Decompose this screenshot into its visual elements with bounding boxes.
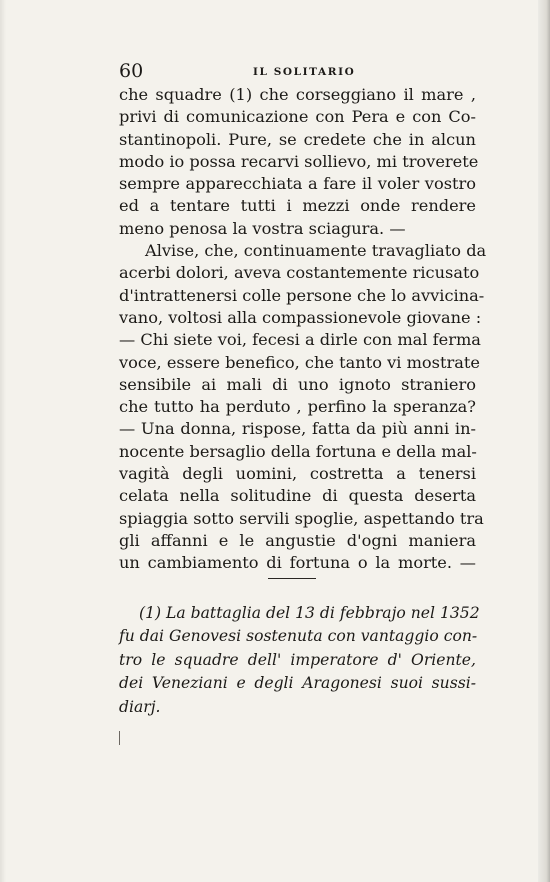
divider-rule [268,578,316,579]
footnote [119,602,480,719]
text-line: vano, voltosi alla compassionevole giovane : [119,307,482,327]
footnote-line: dei Veneziani e degli Aragonesi suoi sussi- [119,674,476,693]
running-title: IL SOLITARIO [253,66,356,78]
page-edge-shadow [538,0,550,882]
main-text [119,84,487,575]
text-line: modo io possa recarvi sollievo, mi troverete [119,151,479,171]
text-line: spiaggia sotto servili spoglie, aspettando tra [119,508,484,528]
footnote-divider [268,578,316,584]
text-line: sempre apparecchiata a fare il voler vostro [119,174,476,194]
text-line: vagità degli uomini, costretta a tenersi [119,464,476,484]
page-gutter-shadow [0,0,6,882]
text-line: voce, essere benefico, che tanto vi mostrate [119,352,480,372]
footnote-line: tro le squadre dell' imperatore d' Oriente, [119,650,476,669]
text-line: stantinopoli. Pure, se credete che in alcun [119,129,476,149]
text-line: — Chi siete voi, fecesi a dirle con mal ferma [119,330,481,350]
footnote-line: fu dai Genovesi sostenuta con vantaggio con- [119,627,478,646]
text-line: meno penosa la vostra sciagura. — [119,218,406,238]
text-line: acerbi dolori, aveva costantemente ricusato [119,263,480,283]
text-line: Alvise, che, continuamente travagliato da [145,241,487,261]
text-line: che tutto ha perduto , perfino la speranza? [119,397,476,417]
stray-ink-mark [119,731,120,745]
text-line: privi di comunicazione con Pera e con Co- [119,107,476,127]
text-line: ed a tentare tutti i mezzi onde rendere [119,196,476,216]
text-line: sensibile ai mali di uno ignoto straniero [119,374,476,394]
text-line: un cambiamento di fortuna o la morte. — [119,553,476,573]
page-number: 60 [119,60,144,82]
text-line: d'intrattenersi colle persone che lo avvicina- [119,285,485,305]
text-line: gli affanni e le angustie d'ogni maniera [119,530,476,550]
text-line: che squadre (1) che corseggiano il mare , [119,85,476,104]
page-header [119,60,476,84]
text-line: celata nella solitudine di questa deserta [119,486,476,506]
text-line: — Una donna, rispose, fatta da più anni in- [119,419,476,439]
footnote-line: (1) La battaglia del 13 di febbrajo nel 1352 [139,604,480,622]
footnote-line: diarj. [119,697,161,716]
text-line: nocente bersaglio della fortuna e della mal- [119,441,477,461]
